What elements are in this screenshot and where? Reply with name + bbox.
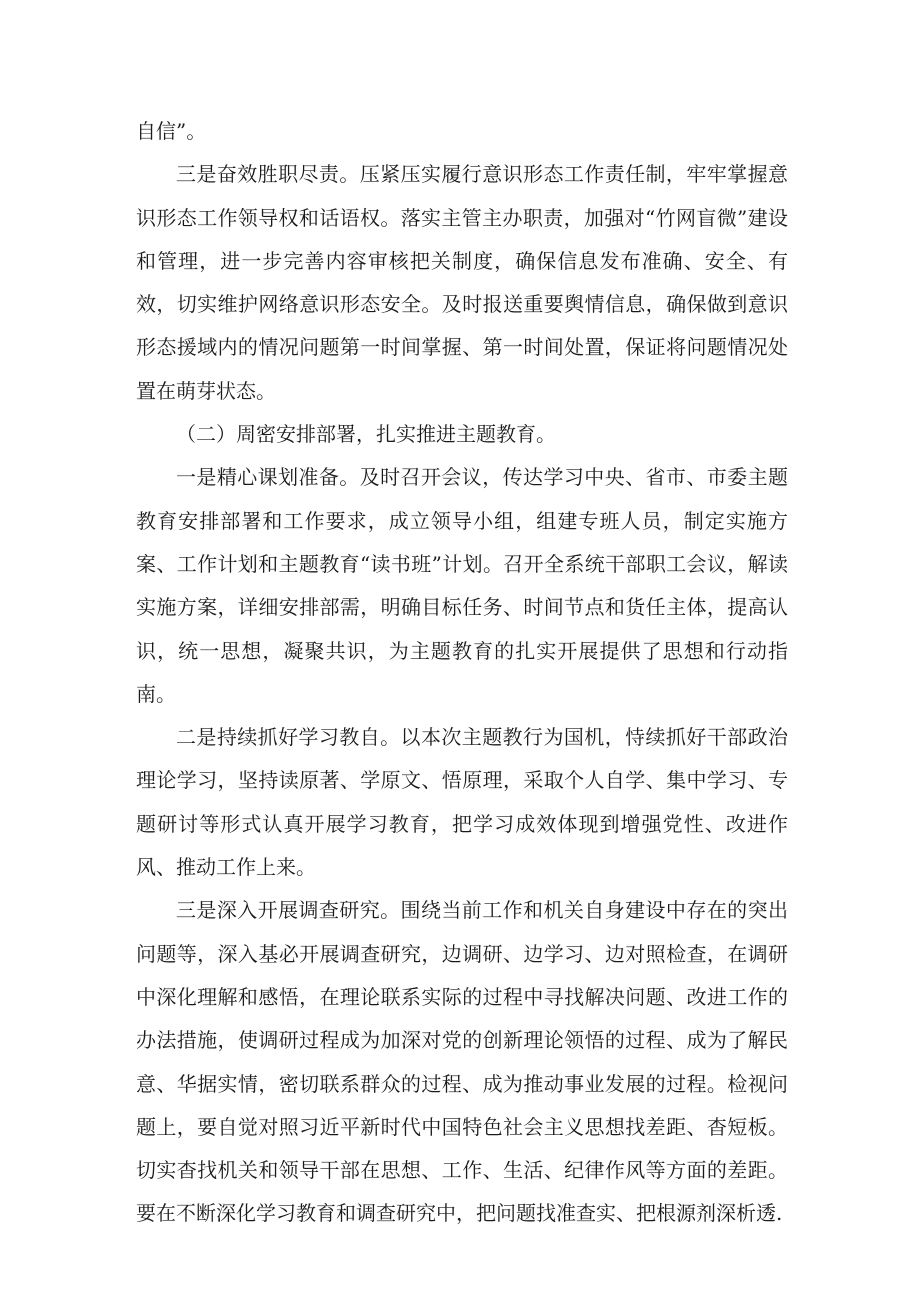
paragraph-study: 二是持续抓好学习教自。以本次主题教行为国机，恃续抓好干部政治理论学习，坚持读原著、学原文、悟原理，采取个人自学、集中学习、专题研讨等形式认真开展学习教育，把学习成效体现到增强党性、改进作风、推动工作上来。 <box>136 725 788 880</box>
paragraph-continuation: 自信”。 <box>136 119 207 143</box>
paragraph-planning: 一是精心课划准备。及时召开会议，传达学习中央、省市、市委主题教育安排部署和工作要求，成立领导小组，组建专班人员，制定实施方案、工作计划和主题教育“读书班”计划。召开全系统干部职工会议，解读实施方案，详细安排部需，明确目标任务、时间节点和货任主体，提高认识，统一思想，凝聚共识，为主题教育的扎实开展提供了思想和行动指南。 <box>136 465 788 706</box>
section-heading-2: （二）周密安排部署，扎实推进主题教育。 <box>176 422 556 447</box>
paragraph-responsibility: 三是奋效胜职尽责。压紧压实履行意识形态工作责任制，牢牢掌握意识形态工作领导权和话语权。落实主管主办职责，加强对“竹网盲微”建设和管理，进一步完善内容审核把关制度，确保信息发布准确、安全、有效，切实维护网络意识形态安全。及时报送重要舆情信息，确保做到意识形态援域内的情况问题第一时间掌握、第一时间处置，保证将问题情况处置在萌芽状态。 <box>136 162 788 403</box>
document-body <box>136 110 788 1236</box>
paragraph-research: 三是深入开展调查研究。围绕当前工作和机关自身建设中存在的突出问题等，深入基必开展调查研究，边调研、边学习、边对照检查，在调研中深化理解和感悟，在理论联系实际的过程中寻找解决问题、改进工作的办法措施，使调研过程成为加深对党的创新理论领悟的过程、成为了解民意、华据实情，密切联系群众的过程、成为推动事业发展的过程。检视问题上，要自觉对照习近平新时代中国特色社会主义思想找差距、杳短板。切实杳找机关和领导干部在思想、工作、生活、纪律作风等方面的差距。要在不断深化学习教育和调查研究中，把问题找准查实、把根源剂深析透. <box>136 898 788 1226</box>
